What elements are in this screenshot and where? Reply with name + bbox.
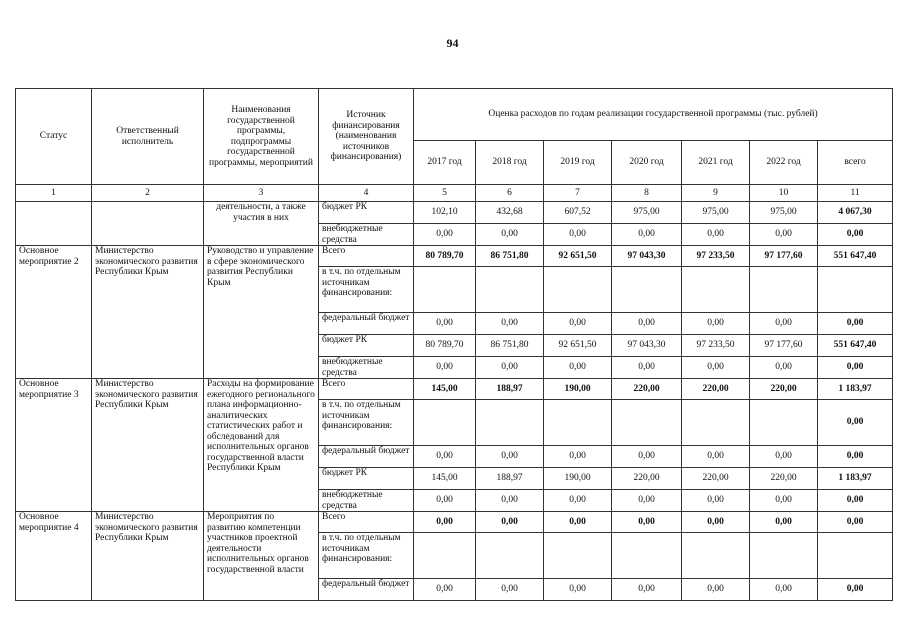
value-cell <box>544 400 612 446</box>
value-cell: 0,00 <box>682 357 750 379</box>
year-header: 2017 год <box>414 141 476 185</box>
value-cell: 0,00 <box>750 446 818 468</box>
value-cell: 0,00 <box>750 490 818 512</box>
value-cell: 0,00 <box>818 512 893 533</box>
value-cell <box>612 533 682 579</box>
value-cell: 220,00 <box>682 468 750 490</box>
value-cell: 0,00 <box>682 313 750 335</box>
value-cell: 0,00 <box>750 579 818 601</box>
value-cell <box>750 400 818 446</box>
value-cell: 0,00 <box>818 579 893 601</box>
value-cell: 145,00 <box>414 379 476 400</box>
budget-table <box>15 88 893 601</box>
column-index: 3 <box>204 185 319 202</box>
value-cell: 188,97 <box>476 468 544 490</box>
row-source: бюджет РК <box>319 202 414 224</box>
value-cell: 0,00 <box>818 224 893 246</box>
value-cell: 0,00 <box>682 579 750 601</box>
value-cell: 190,00 <box>544 468 612 490</box>
value-cell <box>682 400 750 446</box>
row-source: в т.ч. по отдельным источникам финансирования: <box>319 267 414 313</box>
value-cell: 551 647,40 <box>818 246 893 267</box>
value-cell: 92 651,50 <box>544 335 612 357</box>
row-source: бюджет РК <box>319 335 414 357</box>
value-cell <box>750 533 818 579</box>
row-source: федеральный бюджет <box>319 579 414 601</box>
year-header: всего <box>818 141 893 185</box>
row-source: в т.ч. по отдельным источникам финансирования: <box>319 533 414 579</box>
year-header: 2018 год <box>476 141 544 185</box>
row-source: внебюджетные средства <box>319 224 414 246</box>
value-cell: 220,00 <box>750 379 818 400</box>
value-cell: 0,00 <box>612 313 682 335</box>
value-cell: 975,00 <box>682 202 750 224</box>
value-cell: 0,00 <box>414 490 476 512</box>
value-cell <box>476 533 544 579</box>
column-index: 5 <box>414 185 476 202</box>
value-cell: 0,00 <box>476 313 544 335</box>
value-cell: 97 043,30 <box>612 335 682 357</box>
value-cell: 145,00 <box>414 468 476 490</box>
value-cell: 975,00 <box>612 202 682 224</box>
value-cell: 0,00 <box>612 446 682 468</box>
value-cell: 0,00 <box>476 357 544 379</box>
row-source: Всего <box>319 246 414 267</box>
value-cell: 0,00 <box>544 357 612 379</box>
column-index: 11 <box>818 185 893 202</box>
value-cell: 0,00 <box>476 579 544 601</box>
year-header: 2019 год <box>544 141 612 185</box>
value-cell: 86 751,80 <box>476 335 544 357</box>
value-cell: 0,00 <box>476 446 544 468</box>
row-source: в т.ч. по отдельным источникам финансирования: <box>319 400 414 446</box>
table-row <box>16 202 893 224</box>
row-source: внебюджетные средства <box>319 357 414 379</box>
row-status <box>16 202 92 246</box>
row-status: Основное мероприятие 3 <box>16 379 92 512</box>
value-cell: 0,00 <box>544 313 612 335</box>
row-source: бюджет РК <box>319 468 414 490</box>
value-cell: 220,00 <box>682 379 750 400</box>
value-cell <box>682 267 750 313</box>
value-cell: 551 647,40 <box>818 335 893 357</box>
table-row <box>16 512 893 533</box>
row-name: Расходы на формирование ежегодного регионального плана информационно-аналитических статистических работ и обследований для исполнительных органов государственной власти Республики Крым <box>204 379 319 512</box>
page-number: 94 <box>446 36 459 50</box>
column-index: 8 <box>612 185 682 202</box>
row-executor: Министерство экономического развития Республики Крым <box>92 379 204 512</box>
value-cell: 0,00 <box>750 224 818 246</box>
column-index: 2 <box>92 185 204 202</box>
row-executor: Министерство экономического развития Республики Крым <box>92 246 204 379</box>
column-index: 7 <box>544 185 612 202</box>
value-cell: 220,00 <box>612 379 682 400</box>
value-cell: 0,00 <box>612 224 682 246</box>
column-index: 1 <box>16 185 92 202</box>
value-cell: 0,00 <box>414 224 476 246</box>
header-executor: Ответственный исполнитель <box>92 89 204 185</box>
value-cell: 190,00 <box>544 379 612 400</box>
value-cell <box>414 267 476 313</box>
value-cell: 0,00 <box>750 357 818 379</box>
value-cell: 0,00 <box>414 512 476 533</box>
value-cell: 97 233,50 <box>682 246 750 267</box>
row-source: Всего <box>319 512 414 533</box>
value-cell: 0,00 <box>414 313 476 335</box>
value-cell: 1 183,97 <box>818 468 893 490</box>
value-cell <box>682 533 750 579</box>
year-header: 2022 год <box>750 141 818 185</box>
value-cell <box>414 533 476 579</box>
row-source: федеральный бюджет <box>319 313 414 335</box>
value-cell: 4 067,30 <box>818 202 893 224</box>
row-name: Мероприятия по развитию компетенции участников проектной деятельности исполнительных органов государственной власти <box>204 512 319 601</box>
value-cell: 0,00 <box>818 357 893 379</box>
value-cell: 97 043,30 <box>612 246 682 267</box>
value-cell: 0,00 <box>544 446 612 468</box>
value-cell: 0,00 <box>750 313 818 335</box>
row-name: Руководство и управление в сфере экономического развития Республики Крым <box>204 246 319 379</box>
value-cell: 0,00 <box>750 512 818 533</box>
table-row <box>16 379 893 400</box>
value-cell <box>476 267 544 313</box>
value-cell <box>818 267 893 313</box>
column-index: 6 <box>476 185 544 202</box>
row-source: Всего <box>319 379 414 400</box>
column-index: 9 <box>682 185 750 202</box>
value-cell: 607,52 <box>544 202 612 224</box>
column-index: 10 <box>750 185 818 202</box>
value-cell: 220,00 <box>750 468 818 490</box>
value-cell: 0,00 <box>414 446 476 468</box>
value-cell: 97 177,60 <box>750 246 818 267</box>
value-cell: 0,00 <box>612 490 682 512</box>
value-cell: 432,68 <box>476 202 544 224</box>
value-cell <box>818 533 893 579</box>
value-cell: 0,00 <box>544 512 612 533</box>
value-cell: 0,00 <box>682 224 750 246</box>
value-cell: 0,00 <box>612 357 682 379</box>
value-cell: 80 789,70 <box>414 246 476 267</box>
column-index: 4 <box>319 185 414 202</box>
value-cell: 0,00 <box>476 490 544 512</box>
value-cell: 97 233,50 <box>682 335 750 357</box>
value-cell: 0,00 <box>414 579 476 601</box>
value-cell: 0,00 <box>818 490 893 512</box>
value-cell: 0,00 <box>544 490 612 512</box>
row-executor: Министерство экономического развития Республики Крым <box>92 512 204 601</box>
value-cell: 0,00 <box>682 446 750 468</box>
value-cell: 0,00 <box>612 579 682 601</box>
value-cell <box>414 400 476 446</box>
value-cell: 0,00 <box>818 400 893 446</box>
table-row <box>16 246 893 267</box>
value-cell <box>476 400 544 446</box>
value-cell: 102,10 <box>414 202 476 224</box>
value-cell <box>612 267 682 313</box>
value-cell: 0,00 <box>544 224 612 246</box>
header-source: Источник финансирования (наименования источников финансирования) <box>319 89 414 185</box>
value-cell: 0,00 <box>476 512 544 533</box>
value-cell: 0,00 <box>818 313 893 335</box>
value-cell <box>544 533 612 579</box>
value-cell: 0,00 <box>612 512 682 533</box>
row-name: деятельности, а также участия в них <box>204 202 319 246</box>
value-cell: 975,00 <box>750 202 818 224</box>
header-estimate: Оценка расходов по годам реализации государственной программы (тыс. рублей) <box>414 89 893 141</box>
value-cell <box>750 267 818 313</box>
year-header: 2020 год <box>612 141 682 185</box>
value-cell: 0,00 <box>414 357 476 379</box>
row-source: внебюджетные средства <box>319 490 414 512</box>
value-cell: 0,00 <box>682 512 750 533</box>
value-cell: 220,00 <box>612 468 682 490</box>
value-cell <box>544 267 612 313</box>
value-cell: 0,00 <box>544 579 612 601</box>
year-header: 2021 год <box>682 141 750 185</box>
row-status: Основное мероприятие 2 <box>16 246 92 379</box>
value-cell: 0,00 <box>818 446 893 468</box>
header-status: Статус <box>16 89 92 185</box>
value-cell: 0,00 <box>682 490 750 512</box>
value-cell: 97 177,60 <box>750 335 818 357</box>
value-cell: 188,97 <box>476 379 544 400</box>
value-cell: 92 651,50 <box>544 246 612 267</box>
value-cell <box>612 400 682 446</box>
header-name: Наименования государственной программы, подпрограммы государственной программы, мероприятий <box>204 89 319 185</box>
value-cell: 0,00 <box>476 224 544 246</box>
row-executor <box>92 202 204 246</box>
row-status: Основное мероприятие 4 <box>16 512 92 601</box>
value-cell: 86 751,80 <box>476 246 544 267</box>
row-source: федеральный бюджет <box>319 446 414 468</box>
value-cell: 80 789,70 <box>414 335 476 357</box>
value-cell: 1 183,97 <box>818 379 893 400</box>
